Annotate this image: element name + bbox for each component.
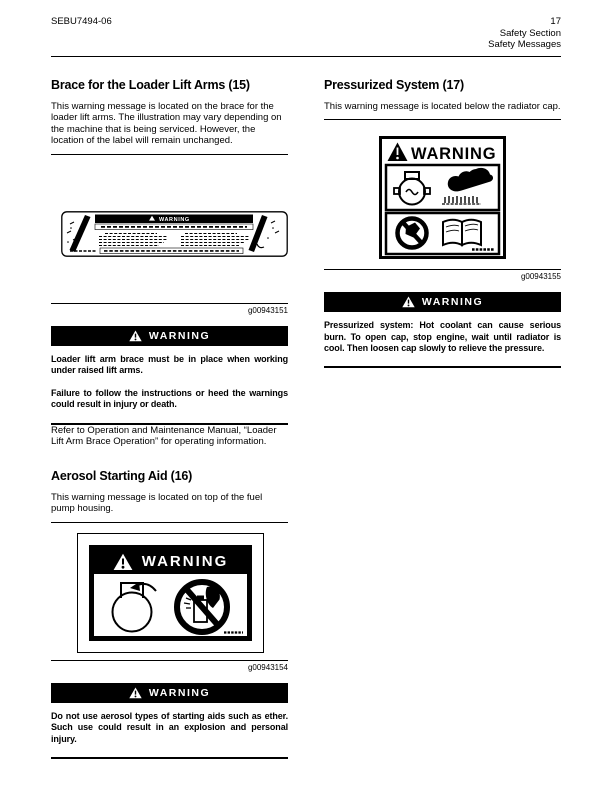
right-column [324, 57, 561, 760]
page-header [51, 16, 561, 57]
brace-warning-box [51, 326, 288, 425]
warning-bar-label: WARNING [148, 329, 211, 342]
figure-caption: g00943154 [247, 662, 288, 672]
brace-label-warning-word: WARNING [159, 216, 190, 223]
brace-figure [51, 154, 288, 304]
subsection-title: Safety Messages [488, 39, 561, 50]
pressurized-warning-label [379, 136, 506, 259]
no-aerosol-spray-icon [177, 582, 243, 633]
brace-heading: Brace for the Loader Lift Arms (15) [51, 77, 250, 92]
aerosol-figure [51, 522, 288, 661]
figure-caption: g00943151 [247, 305, 288, 315]
warning-text: Do not use aerosol types of starting aids such as ether. Such use could result in an explosion and personal injury. [51, 710, 288, 744]
aerosol-label-warning-word: WARNING [141, 553, 229, 571]
aerosol-warning-label [89, 545, 252, 641]
warning-text: Failure to follow the instructions or heed the warnings could result in injury or death. [51, 387, 288, 410]
warning-triangle-icon [129, 330, 142, 342]
section-title: Safety Section [499, 27, 561, 39]
warning-bar [324, 292, 561, 312]
document-code: SEBU7494-06 [51, 16, 112, 27]
page-number: 17 [550, 16, 561, 27]
aerosol-intro: This warning message is located on top of the fuel pump housing. [51, 491, 263, 515]
pressurized-warning-box [324, 292, 561, 368]
warning-triangle-icon [129, 687, 142, 699]
left-column [51, 57, 288, 760]
brace-intro: This warning message is located on the brace for the loader lift arms. The illustration may vary depending on the machine that is being serviced. However, the location of the label will remain unchanged. [51, 100, 282, 147]
pressurized-figure [324, 119, 561, 270]
pressurized-heading: Pressurized System (17) [324, 77, 464, 92]
warning-triangle-icon [113, 553, 133, 571]
warning-bar-label: WARNING [421, 296, 484, 309]
aerosol-heading: Aerosol Starting Aid (16) [51, 468, 193, 483]
warning-text: Pressurized system: Hot coolant can cause serious burn. To open cap, stop engine, wait until radiator is cool. Then loosen cap slowly to relieve the pressure. [324, 320, 561, 353]
engine-intake-icon [113, 582, 157, 632]
warning-bar-label: WARNING [148, 686, 211, 699]
pressurized-label-warning-word: WARNING [411, 145, 497, 164]
aerosol-label-pictograms [94, 574, 247, 636]
warning-text: Loader lift arm brace must be in place when working under raised lift arms. [51, 353, 288, 376]
warning-bar [51, 326, 288, 346]
pressurized-intro: This warning message is located below the radiator cap. [324, 100, 561, 112]
brace-reference: Refer to Operation and Maintenance Manual, “Loader Lift Arm Brace Operation” for operating information. [51, 424, 277, 448]
warning-triangle-icon [402, 296, 415, 308]
figure-caption: g00943155 [520, 272, 561, 282]
header-right [488, 16, 561, 51]
warning-bar [51, 683, 288, 703]
loader-brace-label-illustration [61, 211, 288, 257]
aerosol-warning-box [51, 683, 288, 759]
figure-frame [77, 533, 264, 653]
